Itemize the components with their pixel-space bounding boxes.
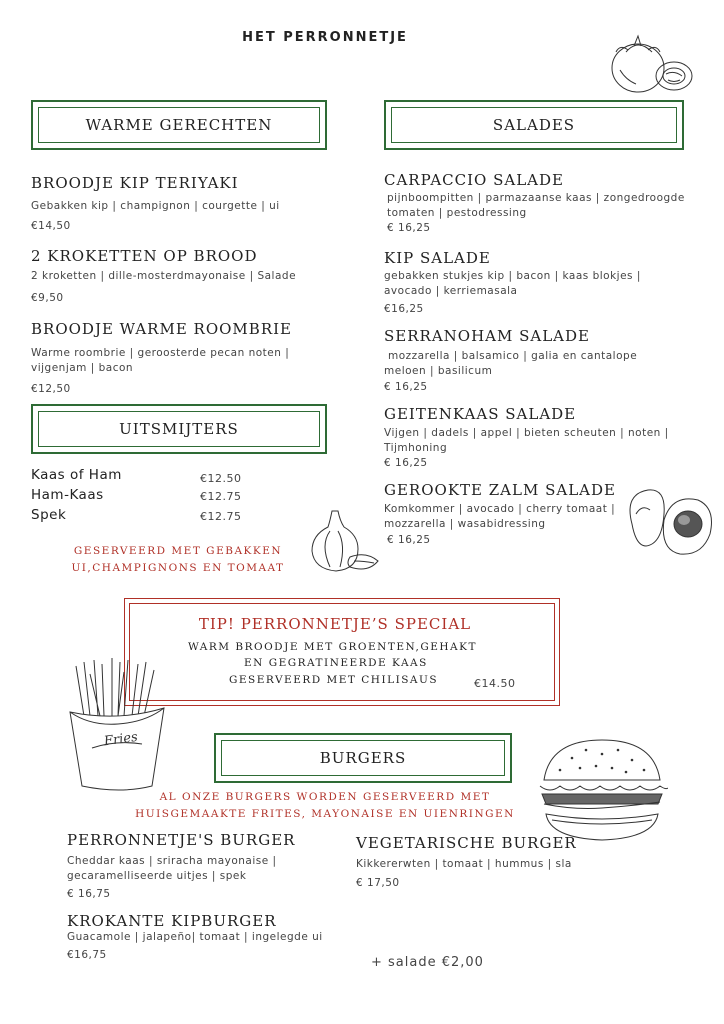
uitsmijter-price: €12.75 [200, 490, 242, 503]
dish-description: Kikkererwten | tomaat | hummus | sla [356, 858, 572, 870]
dish-description: mozzarella | balsamico | galia en cantalope meloen | basilicum [384, 350, 638, 377]
dish-description: Gebakken kip | champignon | courgette | ui [31, 200, 280, 212]
burgers-note-line2: HUISGEMAAKTE FRITES, MAYONAISE EN UIENRINGEN [135, 808, 515, 820]
special-price: €14.50 [474, 677, 516, 690]
dish-price: € 16,25 [384, 381, 428, 393]
uitsmijter-name: Ham-Kaas [31, 487, 104, 503]
dish-price: €16,25 [384, 303, 424, 315]
fries-label: Fries [103, 729, 139, 750]
dish-name: BROODJE WARME ROOMBRIE [31, 320, 292, 338]
restaurant-name: HET PERRONNETJE [242, 30, 408, 45]
dish-name: BROODJE KIP TERIYAKI [31, 174, 239, 192]
dish-description: Vijgen | dadels | appel | bieten scheuten | noten | Tijmhoning [384, 427, 669, 454]
dish-description: gebakken stukjes kip | bacon | kaas blokjes | avocado | kerriemasala [384, 270, 641, 297]
uitsmijters-note-line2: UI,CHAMPIGNONS EN TOMAAT [71, 562, 285, 574]
burgers-note-line1: AL ONZE BURGERS WORDEN GESERVEERD MET [159, 791, 491, 803]
dish-price: € 16,25 [387, 534, 431, 546]
section-title-salades: SALADES [492, 116, 576, 134]
dish-price: € 16,25 [387, 222, 431, 234]
fries-illustration [62, 652, 172, 792]
dish-price: € 16,25 [384, 457, 428, 469]
dish-name: GEITENKAAS SALADE [384, 405, 577, 423]
warme-gerechten-header [31, 100, 327, 150]
dish-name: KIP SALADE [384, 249, 491, 267]
uitsmijters-note-line1: GESERVEERD MET GEBAKKEN [73, 545, 283, 557]
extra-salade: + salade €2,00 [371, 955, 484, 970]
special-line3: GESERVEERD MET CHILISAUS [229, 674, 439, 686]
uitsmijter-price: €12.75 [200, 510, 242, 523]
dish-name: SERRANOHAM SALADE [384, 327, 590, 345]
section-title-burgers: BURGERS [319, 749, 407, 767]
uitsmijter-name: Spek [31, 507, 67, 523]
dish-price: €14,50 [31, 220, 71, 232]
dish-name: CARPACCIO SALADE [384, 171, 564, 189]
dish-name: KROKANTE KIPBURGER [67, 912, 277, 930]
uitsmijters-note [40, 543, 316, 577]
uitsmijter-price: €12.50 [200, 472, 242, 485]
tomato-illustration [606, 30, 696, 98]
special-line1: WARM BROODJE MET GROENTEN,GEHAKT [188, 641, 477, 653]
garlic-illustration [306, 505, 386, 577]
dish-description: Komkommer | avocado | cherry tomaat | mozzarella | wasabidressing [384, 503, 616, 530]
dish-price: € 17,50 [356, 877, 400, 889]
uitsmijter-name: Kaas of Ham [31, 467, 122, 483]
dish-description: Warme roombrie | geroosterde pecan noten | vijgenjam | bacon [31, 347, 290, 374]
dish-name: PERRONNETJE'S BURGER [67, 831, 296, 849]
dish-price: €16,75 [67, 949, 107, 961]
section-title-uitsmijters: UITSMIJTERS [119, 420, 239, 438]
dish-description: 2 kroketten | dille-mosterdmayonaise | Salade [31, 270, 297, 282]
dish-description: Guacamole | jalapeño| tomaat | ingelegde ui [67, 931, 323, 943]
avocado-illustration [622, 484, 718, 558]
dish-name: 2 KROKETTEN OP BROOD [31, 247, 258, 265]
uitsmijters-header [31, 404, 327, 454]
dish-price: €9,50 [31, 292, 64, 304]
dish-name: GEROOKTE ZALM SALADE [384, 481, 616, 499]
special-line2: EN GEGRATINEERDE KAAS [244, 657, 428, 669]
burger-illustration [536, 736, 668, 846]
burgers-header [214, 733, 512, 783]
section-title-warme: WARME GERECHTEN [85, 116, 273, 134]
burgers-note [120, 789, 530, 823]
special-title: TIP! PERRONNETJE’S SPECIAL [198, 615, 472, 633]
dish-price: €12,50 [31, 383, 71, 395]
dish-description: Cheddar kaas | sriracha mayonaise | gecaramelliseerde uitjes | spek [67, 855, 277, 882]
dish-price: € 16,75 [67, 888, 111, 900]
dish-name: VEGETARISCHE BURGER [356, 834, 577, 852]
salades-header [384, 100, 684, 150]
dish-description: pijnboompitten | parmazaanse kaas | zongedroogde tomaten | pestodressing [387, 192, 685, 219]
